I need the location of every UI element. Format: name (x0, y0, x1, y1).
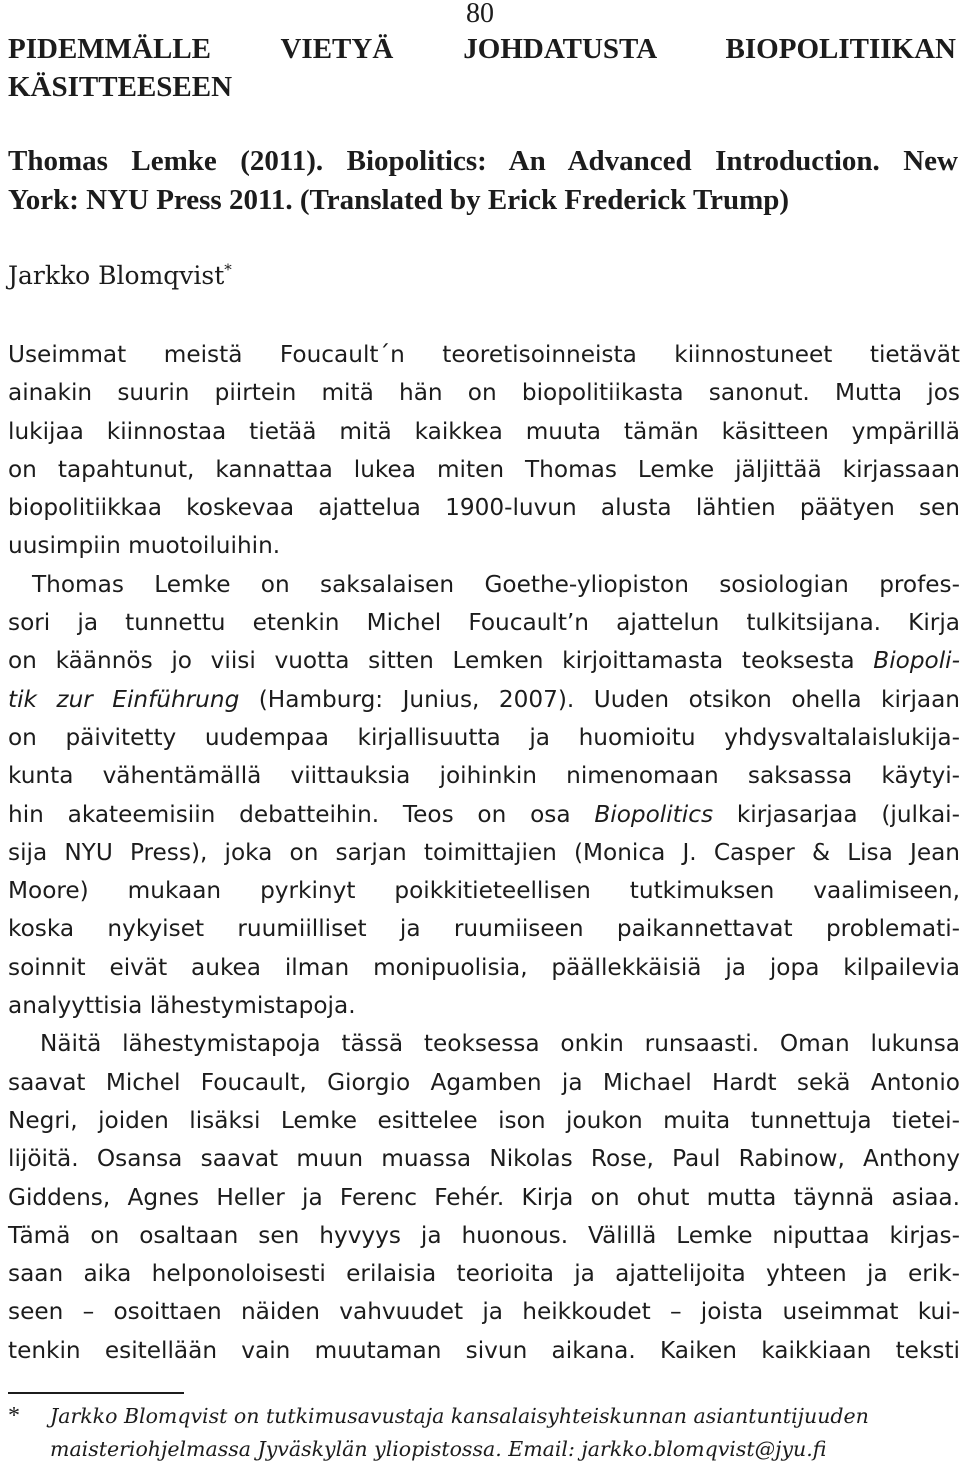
title-line-2: KÄSITTEESEEN (8, 71, 233, 103)
text-line: saavat Michel Foucault, Giorgio Agamben ja Michael Hardt sekä Antonio (8, 1068, 960, 1096)
book-citation (8, 142, 958, 220)
text-line (8, 681, 960, 719)
paragraph-1 (8, 336, 960, 566)
text-line: analyyttisia lähestymistapoja. (8, 992, 356, 1020)
author-name-text: Jarkko Blomqvist (8, 261, 225, 290)
footnote (8, 1400, 960, 1466)
footnote-divider (8, 1392, 184, 1394)
text-line (8, 796, 960, 834)
author-footnote-marker[interactable]: * (224, 260, 232, 279)
text-line: tenkin esitellään vain muutaman sivun aikana. Kaiken kaikkiaan teksti (8, 1336, 960, 1364)
paragraph-2 (8, 566, 960, 1026)
text-line: seen – osoittaen näiden vahvuudet ja heikkoudet – joista useimmat kui- (8, 1298, 960, 1326)
text-line: Tämä on osaltaan sen hyvyys ja huonous. Välillä Lemke niputtaa kirjas- (8, 1221, 960, 1249)
citation-line-1: Thomas Lemke (2011). Biopolitics: An Advanced Introduction. New (8, 145, 958, 177)
text-line: Näitä lähestymistapoja tässä teoksessa onkin runsaasti. Oman lukunsa (40, 1030, 960, 1058)
text-line: uusimpiin muotoiluihin. (8, 532, 281, 560)
text-fragment: hin akateemisiin debatteihin. Teos on osa (8, 800, 595, 828)
author-name (8, 258, 232, 294)
text-line (8, 642, 960, 680)
text-line: biopolitiikkaa koskevaa ajattelua 1900-luvun alusta lähtien päätyen sen (8, 494, 960, 522)
text-line: on tapahtunut, kannattaa lukea miten Thomas Lemke jäljittää kirjassaan (8, 455, 960, 483)
text-line: sija NYU Press), joka on sarjan toimittajien (Monica J. Casper & Lisa Jean (8, 838, 960, 866)
paragraph-3 (8, 1025, 960, 1370)
footnote-line-2[interactable]: maisteriohjelmassa Jyväskylän yliopistossa. Email: jarkko.blomqvist@jyu.fi (50, 1437, 827, 1461)
text-line: Negri, joiden lisäksi Lemke esittelee ison joukon muita tunnettuja tietei- (8, 1106, 960, 1134)
text-line: Moore) mukaan pyrkinyt poikkitieteellisen tutkimuksen vaalimiseen, (8, 877, 960, 905)
footnote-marker: * (8, 1403, 20, 1429)
text-line: kunta vähentämällä viittauksia joihinkin nimenomaan saksassa käytyi- (8, 762, 960, 790)
title-line-1: PIDEMMÄLLE VIETYÄ JOHDATUSTA BIOPOLITIIKAN (8, 33, 956, 65)
text-line: Thomas Lemke on saksalaisen Goethe-yliopiston sosiologian profes- (32, 570, 960, 598)
text-fragment: (Hamburg: Junius, 2007). Uuden otsikon ohella kirjaan (239, 685, 960, 713)
text-line: on päivitetty uudempaa kirjallisuutta ja huomioitu yhdysvaltalaislukija- (8, 723, 960, 751)
book-title-original: Biopoli- (873, 647, 960, 675)
text-line: koska nykyiset ruumiilliset ja ruumiiseen paikannettavat problemati- (8, 915, 960, 943)
citation-line-2: York: NYU Press 2011. (Translated by Erick Frederick Trump) (8, 184, 790, 216)
text-line: Useimmat meistä Foucault´n teoretisoinneista kiinnostuneet tietävät (8, 341, 960, 368)
text-line: saan aika helponoloisesti erilaisia teorioita ja ajattelijoita yhteen ja erik- (8, 1260, 960, 1288)
text-line: ainakin suurin piirtein mitä hän on biopolitiikasta sanonut. Mutta jos (8, 379, 960, 407)
article-title (8, 30, 956, 106)
footnote-line-1: Jarkko Blomqvist on tutkimusavustaja kansalaisyhteiskunnan asiantuntijuuden (50, 1404, 869, 1428)
text-line: soinnit eivät aukea ilman monipuolisia, päällekkäisiä ja jopa kilpailevia (8, 953, 960, 981)
text-fragment: on käännös jo viisi vuotta sitten Lemken kirjoittamasta teoksesta (8, 647, 874, 675)
text-line: sori ja tunnettu etenkin Michel Foucault’n ajattelun tulkitsijana. Kirja (8, 609, 960, 637)
series-title: Biopolitics (594, 800, 714, 828)
book-title-original-cont: tik zur Einführung (8, 685, 240, 713)
text-line: lijöitä. Osansa saavat muun muassa Nikolas Rose, Paul Rabinow, Anthony (8, 1145, 960, 1173)
text-line: lukijaa kiinnostaa tietää mitä kaikkea muuta tämän käsitteen ympärillä (8, 417, 960, 445)
text-line: Giddens, Agnes Heller ja Ferenc Fehér. Kirja on ohut mutta täynnä asiaa. (8, 1183, 960, 1211)
review-body (8, 336, 960, 1370)
page-number: 80 (466, 0, 494, 29)
text-fragment: kirjasarjaa (julkai- (713, 800, 960, 828)
